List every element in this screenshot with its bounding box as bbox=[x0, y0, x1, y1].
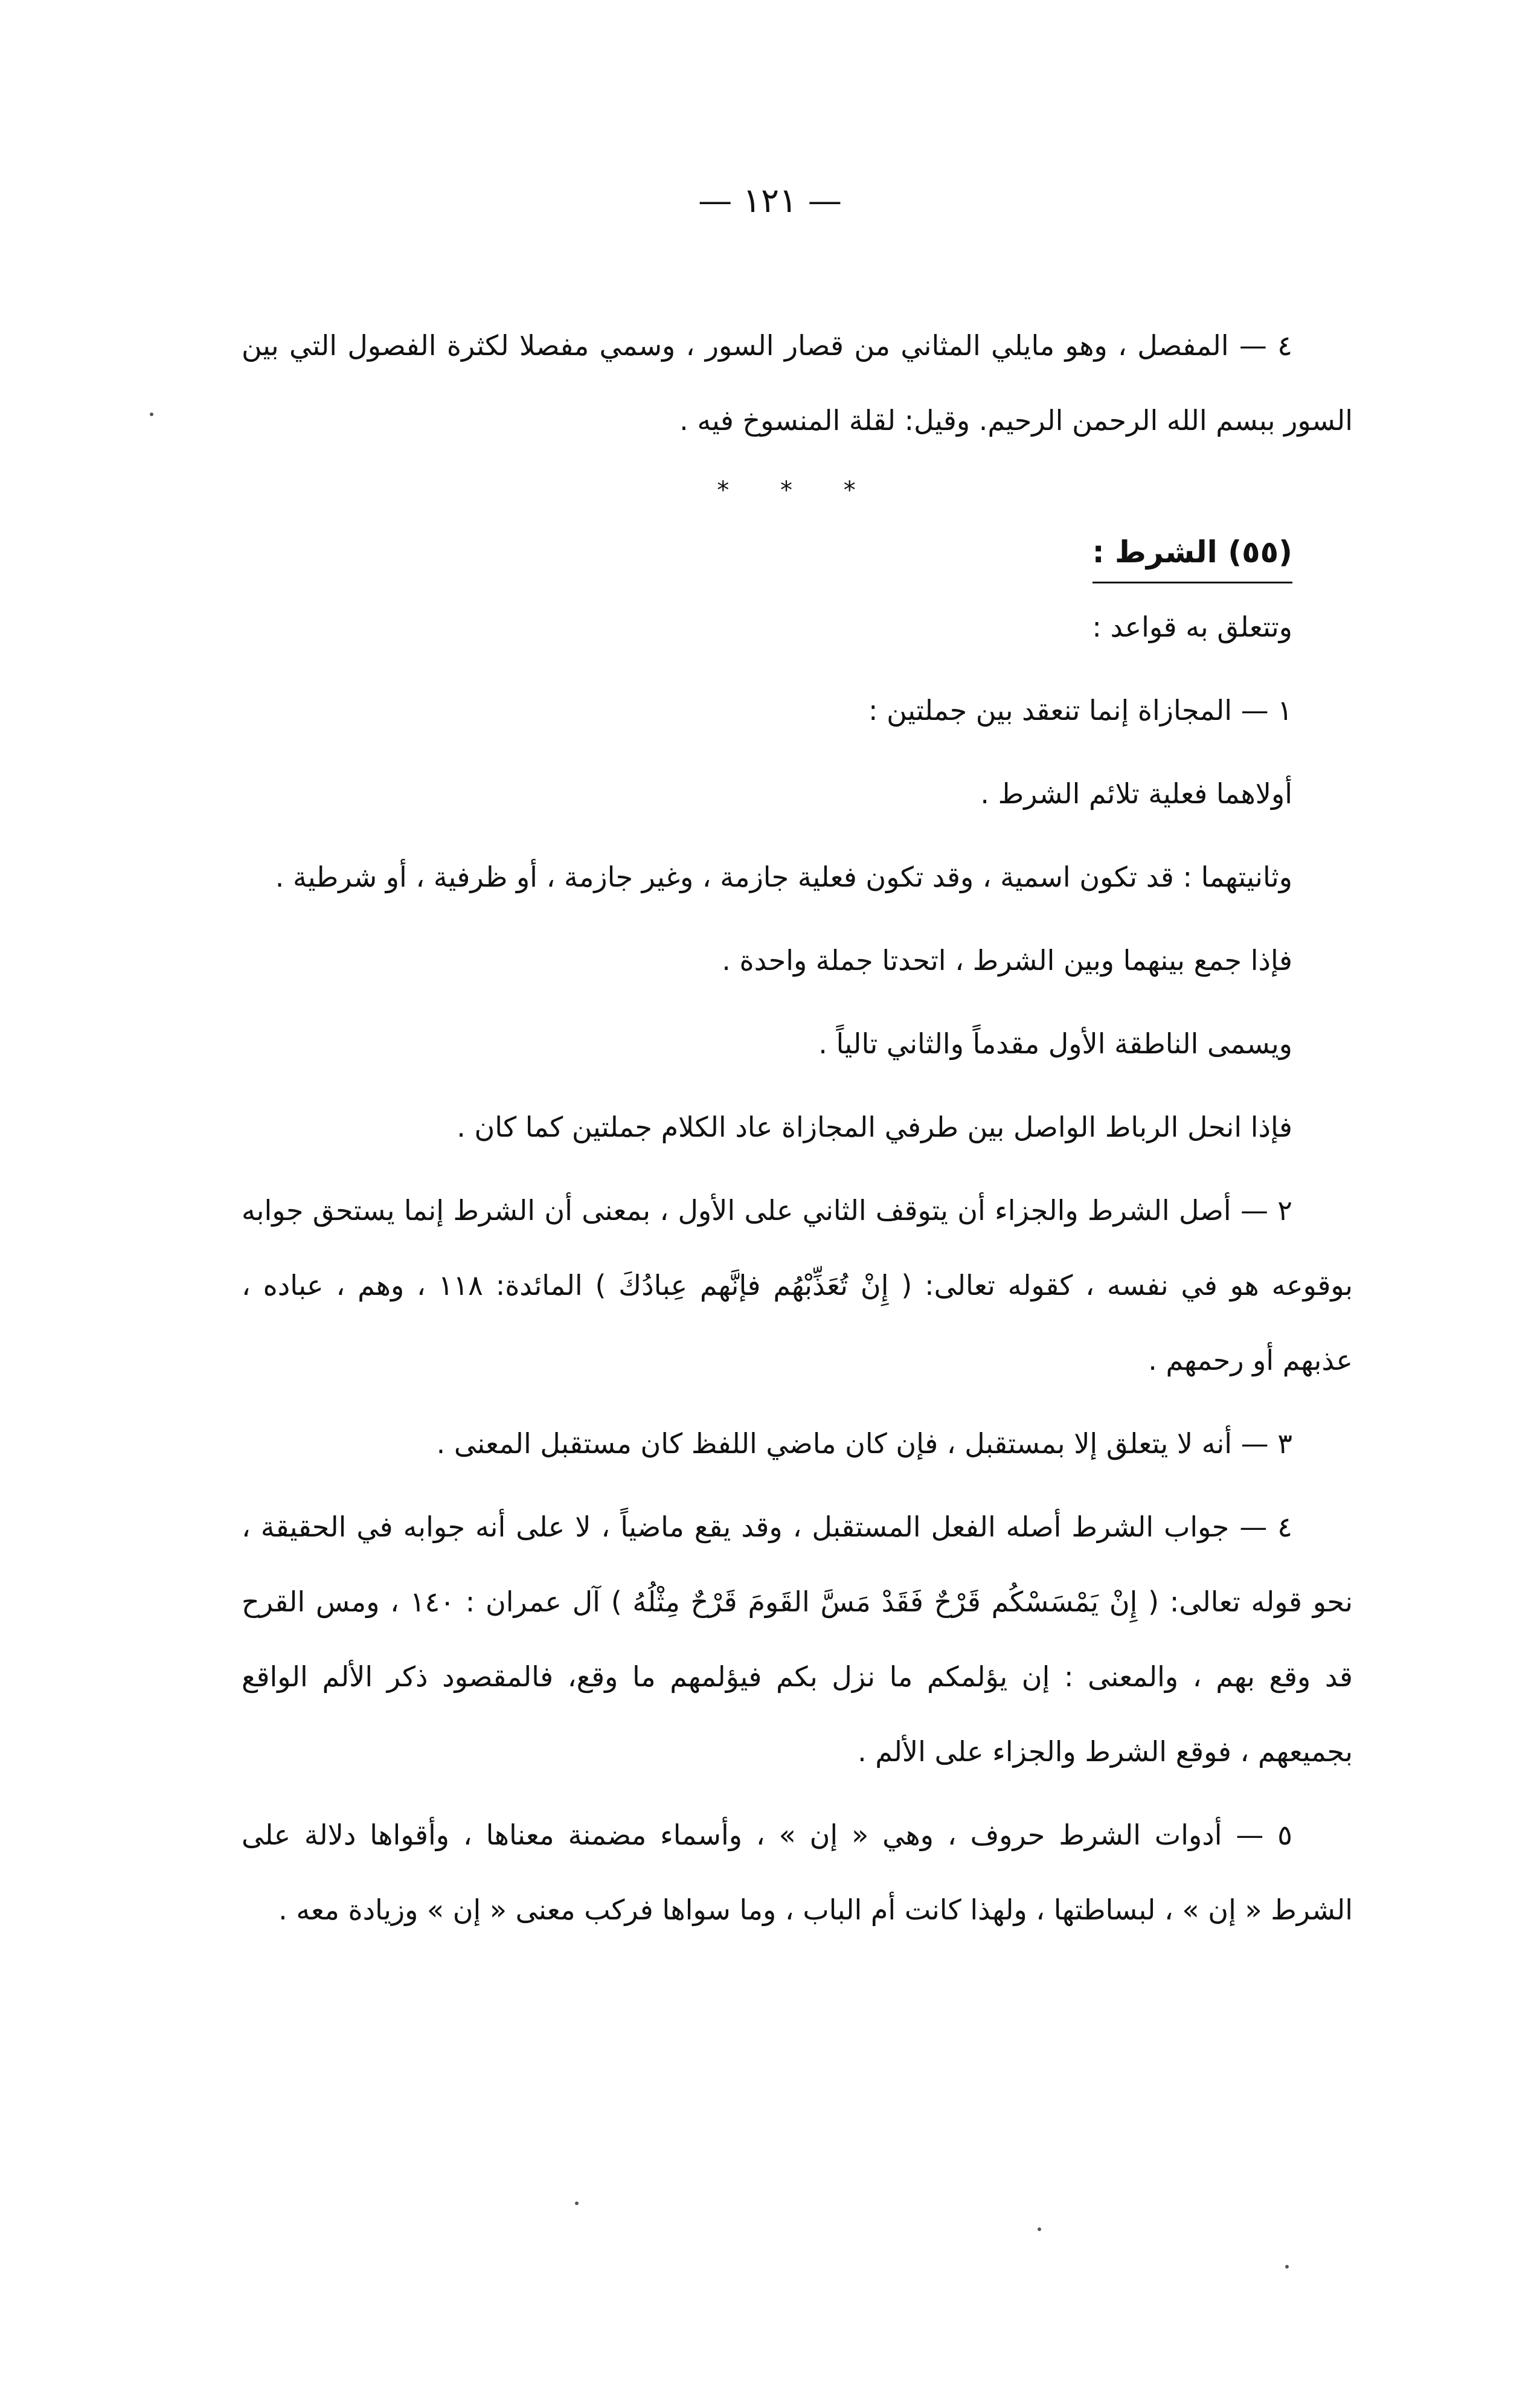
section-heading bbox=[242, 515, 1353, 589]
paragraph: أولاهما فعلية تلائم الشرط . bbox=[980, 777, 1292, 810]
paragraph: ٥ — أدوات الشرط حروف ، وهي « إن » ، وأسماء مضمنة معناها ، وأقواها دلالة على الشرط « إن » ، لبساطتها ، ولهذا كانت أم الباب ، وما سواها فركب معنى « إن » وزيادة معه . bbox=[242, 1819, 1353, 1926]
body-text bbox=[242, 308, 1353, 1956]
scan-speck bbox=[575, 2201, 579, 2205]
paragraph: ١ — المجازاة إنما تنعقد بين جملتين : bbox=[868, 694, 1292, 727]
paragraph: ويسمى الناطقة الأول مقدماً والثاني تالياً . bbox=[818, 1027, 1292, 1060]
scan-speck bbox=[1285, 2265, 1289, 2269]
paragraph: ٣ — أنه لا يتعلق إلا بمستقبل ، فإن كان ماضي اللفظ كان مستقبل المعنى . bbox=[436, 1427, 1292, 1460]
paragraph-mufassal: ٤ — المفصل ، وهو مايلي المثاني من قصار السور ، وسمي مفصلا لكثرة الفصول التي بين السور ببسم الله الرحمن الرحيم. وقيل: لقلة المنسوخ فيه . bbox=[242, 329, 1353, 437]
section-separator: * * * bbox=[717, 477, 877, 504]
paragraph: وثانيتهما : قد تكون اسمية ، وقد تكون فعلية جازمة ، وغير جازمة ، أو ظرفية ، أو شرطية . bbox=[275, 861, 1292, 893]
paragraph: فإذا جمع بينهما وبين الشرط ، اتحدتا جملة واحدة . bbox=[722, 944, 1292, 977]
scan-speck bbox=[150, 413, 153, 416]
paragraph: ٢ — أصل الشرط والجزاء أن يتوقف الثاني على الأول ، بمعنى أن الشرط إنما يستحق جوابه بوقوعه هو في نفسه ، كقوله تعالى: ( إِنْ تُعَذِّبْهُم فإنَّهم عِبادُكَ ) المائدة: ١١٨ ، وهم ، عباده ، عذبهم أو رحمهم . bbox=[242, 1194, 1353, 1376]
section-intro: وتتعلق به قواعد : bbox=[1092, 611, 1292, 643]
section-heading-text: (٥٥) الشرط : bbox=[1092, 525, 1292, 583]
paragraph: فإذا انحل الرباط الواصل بين طرفي المجازاة عاد الكلام جملتين كما كان . bbox=[457, 1111, 1292, 1143]
scan-speck bbox=[1038, 2227, 1041, 2231]
page-number: — ١٢١ — bbox=[698, 181, 842, 220]
paragraph: ٤ — جواب الشرط أصله الفعل المستقبل ، وقد يقع ماضياً ، لا على أنه جوابه في الحقيقة ، نحو قوله تعالى: ( إِنْ يَمْسَسْكُم قَرْحٌ فَقَدْ مَسَّ القَومَ قَرْحٌ مِثْلُهُ ) آل عمران : ١٤٠ ، ومس القرح قد وقع بهم ، والمعنى : إن يؤلمكم ما نزل بكم فيؤلمهم ما وقع، فالمقصود ذكر الألم الواقع بجميعهم ، فوقع الشرط والجزاء على الألم . bbox=[242, 1511, 1353, 1768]
